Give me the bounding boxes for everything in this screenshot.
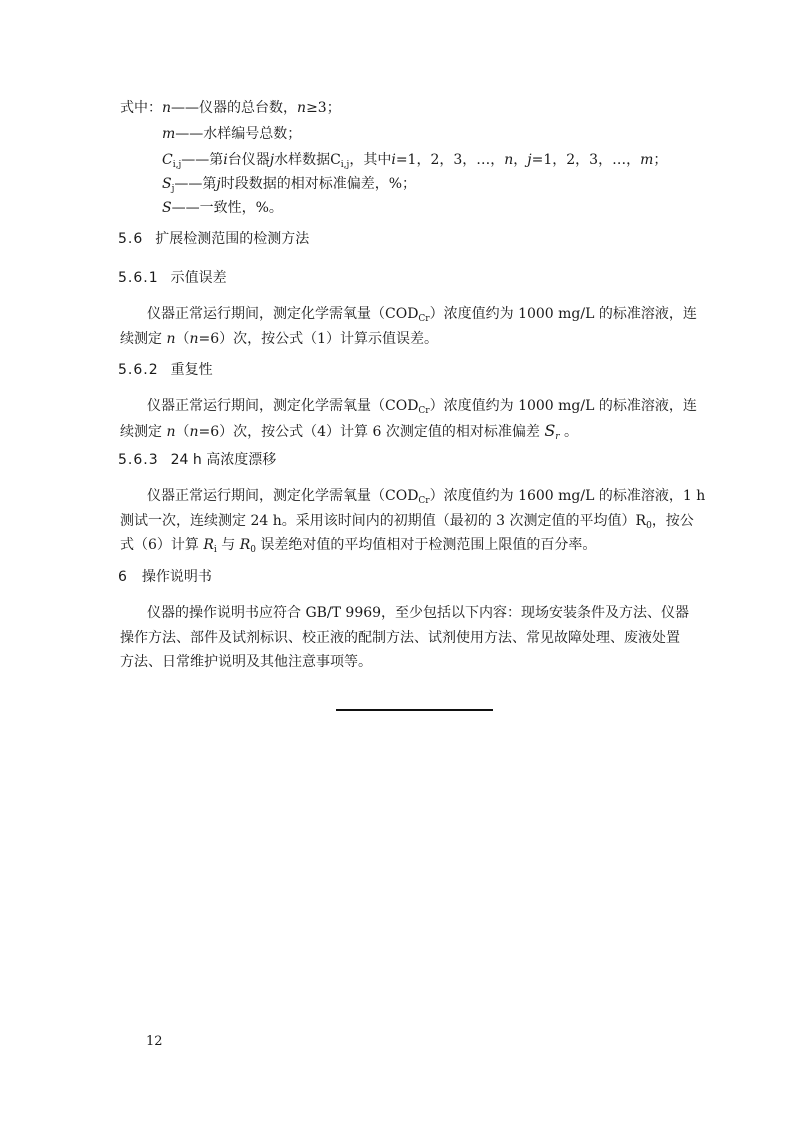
subscript: i,j — [340, 160, 350, 170]
text-run: ）浓度值约为 1600 mg/L 的标准溶液，1 h — [429, 488, 706, 504]
text-run: 测试一次，连续测定 24 h。采用该时间内的初期值（最初的 3 次测定值的平均值）R — [120, 513, 647, 529]
symbol-n: n — [166, 331, 176, 347]
definition-text: ≥3； — [306, 100, 341, 116]
section-heading-6 — [118, 567, 212, 587]
section-title: 24 h 高浓度漂移 — [170, 452, 277, 468]
symbol-m: m — [640, 152, 654, 168]
section-heading-5-6 — [118, 229, 309, 249]
definition-text: ——水样编号总数； — [175, 126, 302, 142]
symbol-r: R — [203, 537, 214, 553]
text-run: （ — [175, 331, 190, 347]
definition-text: ——仪器的总台数， — [171, 100, 298, 116]
symbol-n: n — [189, 424, 199, 440]
paragraph-line — [147, 486, 705, 506]
text-run: 误差绝对值的平均值相对于检测范围上限值的百分率。 — [255, 537, 597, 553]
section-number: 5.6.2 — [118, 362, 159, 378]
definition-n — [120, 98, 341, 118]
definition-text: 水样数据C — [274, 152, 341, 168]
definition-s — [162, 198, 283, 218]
section-title: 扩展检测范围的检测方法 — [155, 231, 310, 247]
where-label: 式中： — [120, 100, 162, 116]
section-number: 6 — [118, 569, 128, 585]
symbol-n: n — [166, 424, 176, 440]
symbol-s: S — [544, 421, 556, 440]
section-title: 示值误差 — [170, 270, 227, 286]
section-heading-5-6-1 — [118, 268, 227, 288]
definition-text: 台仪器 — [227, 152, 270, 168]
paragraph-line — [147, 304, 697, 324]
subscript: j — [171, 184, 175, 194]
symbol-j: j — [269, 152, 275, 168]
symbol-n: n — [162, 100, 172, 116]
section-number: 5.6.3 — [118, 452, 159, 468]
definition-c — [162, 150, 667, 170]
subscript: i,j — [172, 160, 182, 170]
symbol-n: n — [504, 152, 514, 168]
subscript: Cr — [418, 406, 430, 416]
symbol-i: i — [391, 152, 396, 168]
definition-text: =1，2，3，…， — [531, 152, 641, 168]
definition-sj — [162, 174, 416, 194]
definition-text: ； — [653, 152, 668, 168]
symbol-n: n — [297, 100, 307, 116]
section-number: 5.6.1 — [118, 270, 159, 286]
symbol-s: S — [162, 200, 172, 216]
paragraph-line: 方法、日常维护说明及其他注意事项等。 — [120, 654, 372, 670]
text-run: （ — [175, 424, 190, 440]
definition-m — [162, 124, 301, 144]
text-run: ）浓度值约为 1000 mg/L 的标准溶液，连 — [429, 306, 697, 322]
section-number: 5.6 — [118, 231, 144, 247]
text-run: 与 — [216, 537, 240, 553]
definition-text: ——一致性，%。 — [171, 200, 283, 216]
subscript: 0 — [646, 521, 652, 531]
section-title: 重复性 — [170, 362, 213, 378]
text-run: 仪器正常运行期间，测定化学需氧量（COD — [147, 306, 419, 322]
section-title: 操作说明书 — [141, 569, 212, 585]
subscript: Cr — [418, 496, 430, 506]
symbol-s: S — [162, 176, 172, 192]
text-run: 续测定 — [120, 331, 167, 347]
text-run: 。 — [559, 424, 579, 440]
definition-text: ，其中 — [349, 152, 392, 168]
definition-text: 时段数据的相对标准偏差，%； — [220, 176, 417, 192]
symbol-n: n — [189, 331, 199, 347]
symbol-c: C — [162, 152, 173, 168]
text-run: 仪器正常运行期间，测定化学需氧量（COD — [147, 398, 419, 414]
text-run: ）浓度值约为 1000 mg/L 的标准溶液，连 — [429, 398, 697, 414]
paragraph-line: 仪器的操作说明书应符合 GB/T 9969，至少包括以下内容：现场安装条件及方法、仪器 — [147, 605, 690, 621]
definition-text: =1，2，3，…， — [395, 152, 505, 168]
subscript: r — [555, 432, 560, 442]
symbol-j: j — [216, 176, 221, 192]
symbol-r: R — [239, 537, 251, 553]
subscript: Cr — [418, 314, 430, 324]
section-heading-5-6-3 — [118, 450, 276, 470]
paragraph-line — [120, 421, 578, 442]
end-rule — [336, 709, 493, 711]
definition-text: ， — [513, 152, 528, 168]
text-run: =6）次，按公式（4）计算 6 次测定值的相对标准偏差 — [198, 424, 545, 440]
text-run: 仪器正常运行期间，测定化学需氧量（COD — [147, 488, 419, 504]
symbol-m: m — [162, 126, 176, 142]
subscript: 0 — [250, 545, 256, 555]
text-run: 续测定 — [120, 424, 167, 440]
paragraph-line — [147, 396, 697, 416]
definition-text: ——第 — [174, 176, 217, 192]
paragraph-line — [120, 329, 438, 349]
text-run: ，按公 — [651, 513, 694, 529]
page-number: 12 — [146, 1034, 163, 1049]
symbol-j: j — [527, 152, 532, 168]
definition-text: ——第 — [181, 152, 224, 168]
section-heading-5-6-2 — [118, 360, 213, 380]
symbol-i: i — [223, 152, 228, 168]
text-run: 式（6）计算 — [120, 537, 204, 553]
paragraph-line — [120, 511, 694, 531]
paragraph-line — [120, 535, 596, 555]
text-run: =6）次，按公式（1）计算示值误差。 — [198, 331, 439, 347]
subscript: i — [213, 545, 217, 555]
paragraph-line: 操作方法、部件及试剂标识、校正液的配制方法、试剂使用方法、常见故障处理、废液处置 — [120, 630, 680, 646]
